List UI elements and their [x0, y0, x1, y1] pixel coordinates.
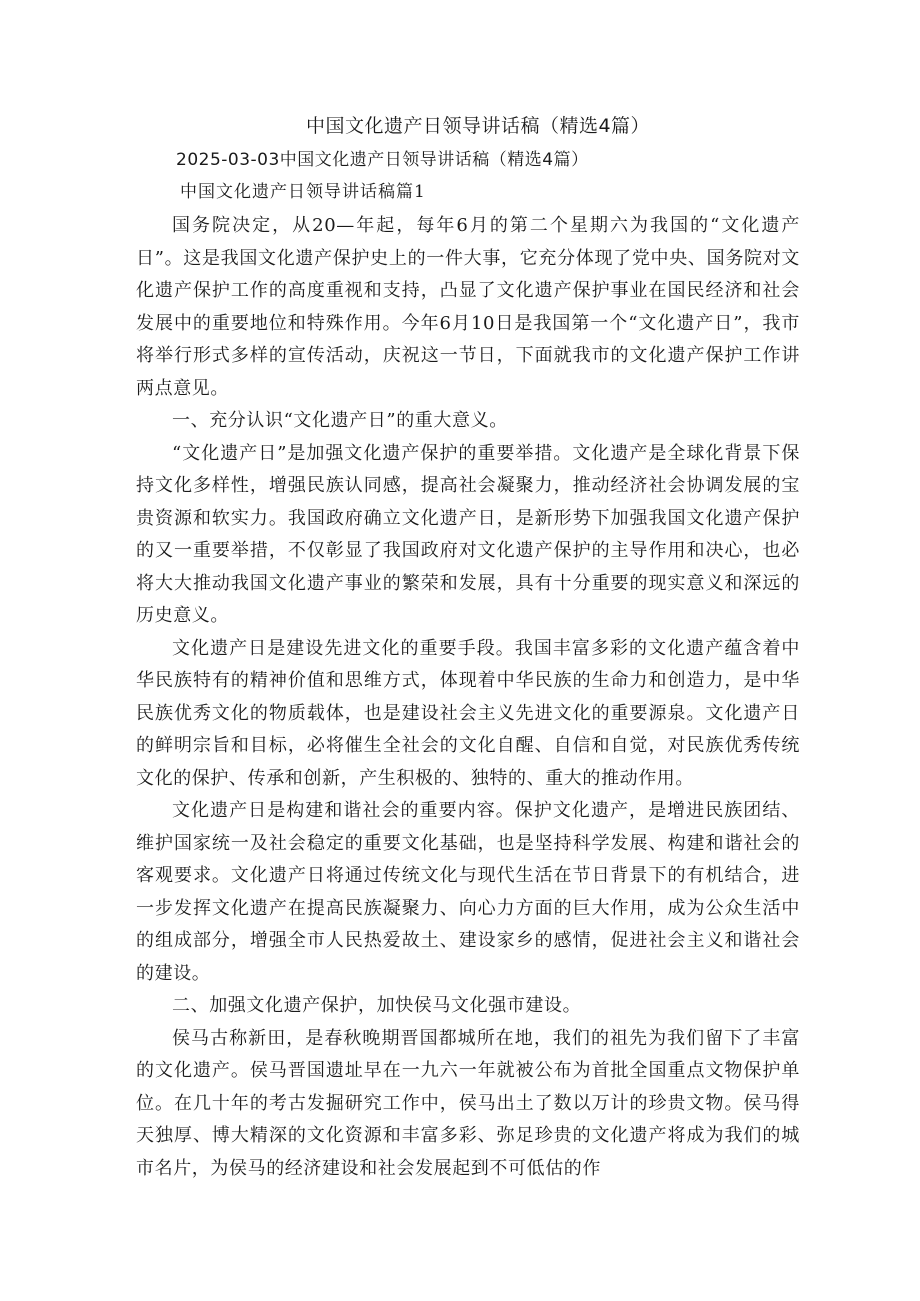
paragraph-significance-2: 文化遗产日是建设先进文化的重要手段。我国丰富多彩的文化遗产蕴含着中华民族特有的精神价值和思维方式，体现着中华民族的生命力和创造力，是中华民族优秀文化的物质载体，也是建设社会主义先进文化的重要源泉。文化遗产日的鲜明宗旨和目标，必将催生全社会的文化自醒、自信和自觉，对民族优秀传统文化的保护、传承和创新，产生积极的、独特的、重大的推动作用。 [136, 637, 800, 789]
paragraph-houma: 侯马古称新田，是春秋晚期晋国都城所在地，我们的祖先为我们留下了丰富的文化遗产。侯马晋国遗址早在一九六一年就被公布为首批全国重点文物保护单位。在几十年的考古发掘研究工作中，侯马出土了数以万计的珍贵文物。侯马得天独厚、博大精深的文化资源和丰富多彩、弥足珍贵的文化遗产将成为我们的城市名片，为侯马的经济建设和社会发展起到不可低估的作 [136, 1027, 800, 1179]
paragraph-significance-3: 文化遗产日是构建和谐社会的重要内容。保护文化遗产，是增进民族团结、维护国家统一及社会稳定的重要文化基础，也是坚持科学发展、构建和谐社会的客观要求。文化遗产日将通过传统文化与现代生活在节日背景下的有机结合，进一步发挥文化遗产在提高民族凝聚力、向心力方面的巨大作用，成为公众生活中的组成部分，增强全市人民热爱故土、建设家乡的感情，促进社会主义和谐社会的建设。 [136, 800, 800, 984]
section-heading-1: 一、充分认识“文化遗产日”的重大意义。 [172, 410, 508, 431]
paragraph-intro: 国务院决定，从20—年起，每年6月的第二个星期六为我国的“文化遗产日”。这是我国文化遗产保护史上的一件大事，它充分体现了党中央、国务院对文化遗产保护工作的高度重视和支持，凸显了文化遗产保护事业在国民经济和社会发展中的重要地位和特殊作用。今年6月10日是我国第一个“文化遗产日”，我市将举行形式多样的宣传活动，庆祝这一节日，下面就我市的文化遗产保护工作讲两点意见。 [136, 215, 800, 399]
date-title-line: 2025-03-03中国文化遗产日领导讲话稿（精选4篇） [176, 150, 589, 170]
section-heading-2: 二、加强文化遗产保护，加快侯马文化强市建设。 [172, 995, 582, 1016]
article-heading: 中国文化遗产日领导讲话稿篇1 [180, 182, 426, 202]
document-title: 中国文化遗产日领导讲话稿（精选4篇） [305, 115, 651, 137]
paragraph-significance-1: “文化遗产日”是加强文化遗产保护的重要举措。文化遗产是全球化背景下保持文化多样性，增强民族认同感，提高社会凝聚力，推动经济社会协调发展的宝贵资源和软实力。我国政府确立文化遗产日，是新形势下加强我国文化遗产保护的又一重要举措，不仅彰显了我国政府对文化遗产保护的主导作用和决心，也必将大大推动我国文化遗产事业的繁荣和发展，具有十分重要的现实意义和深远的历史意义。 [136, 442, 800, 626]
